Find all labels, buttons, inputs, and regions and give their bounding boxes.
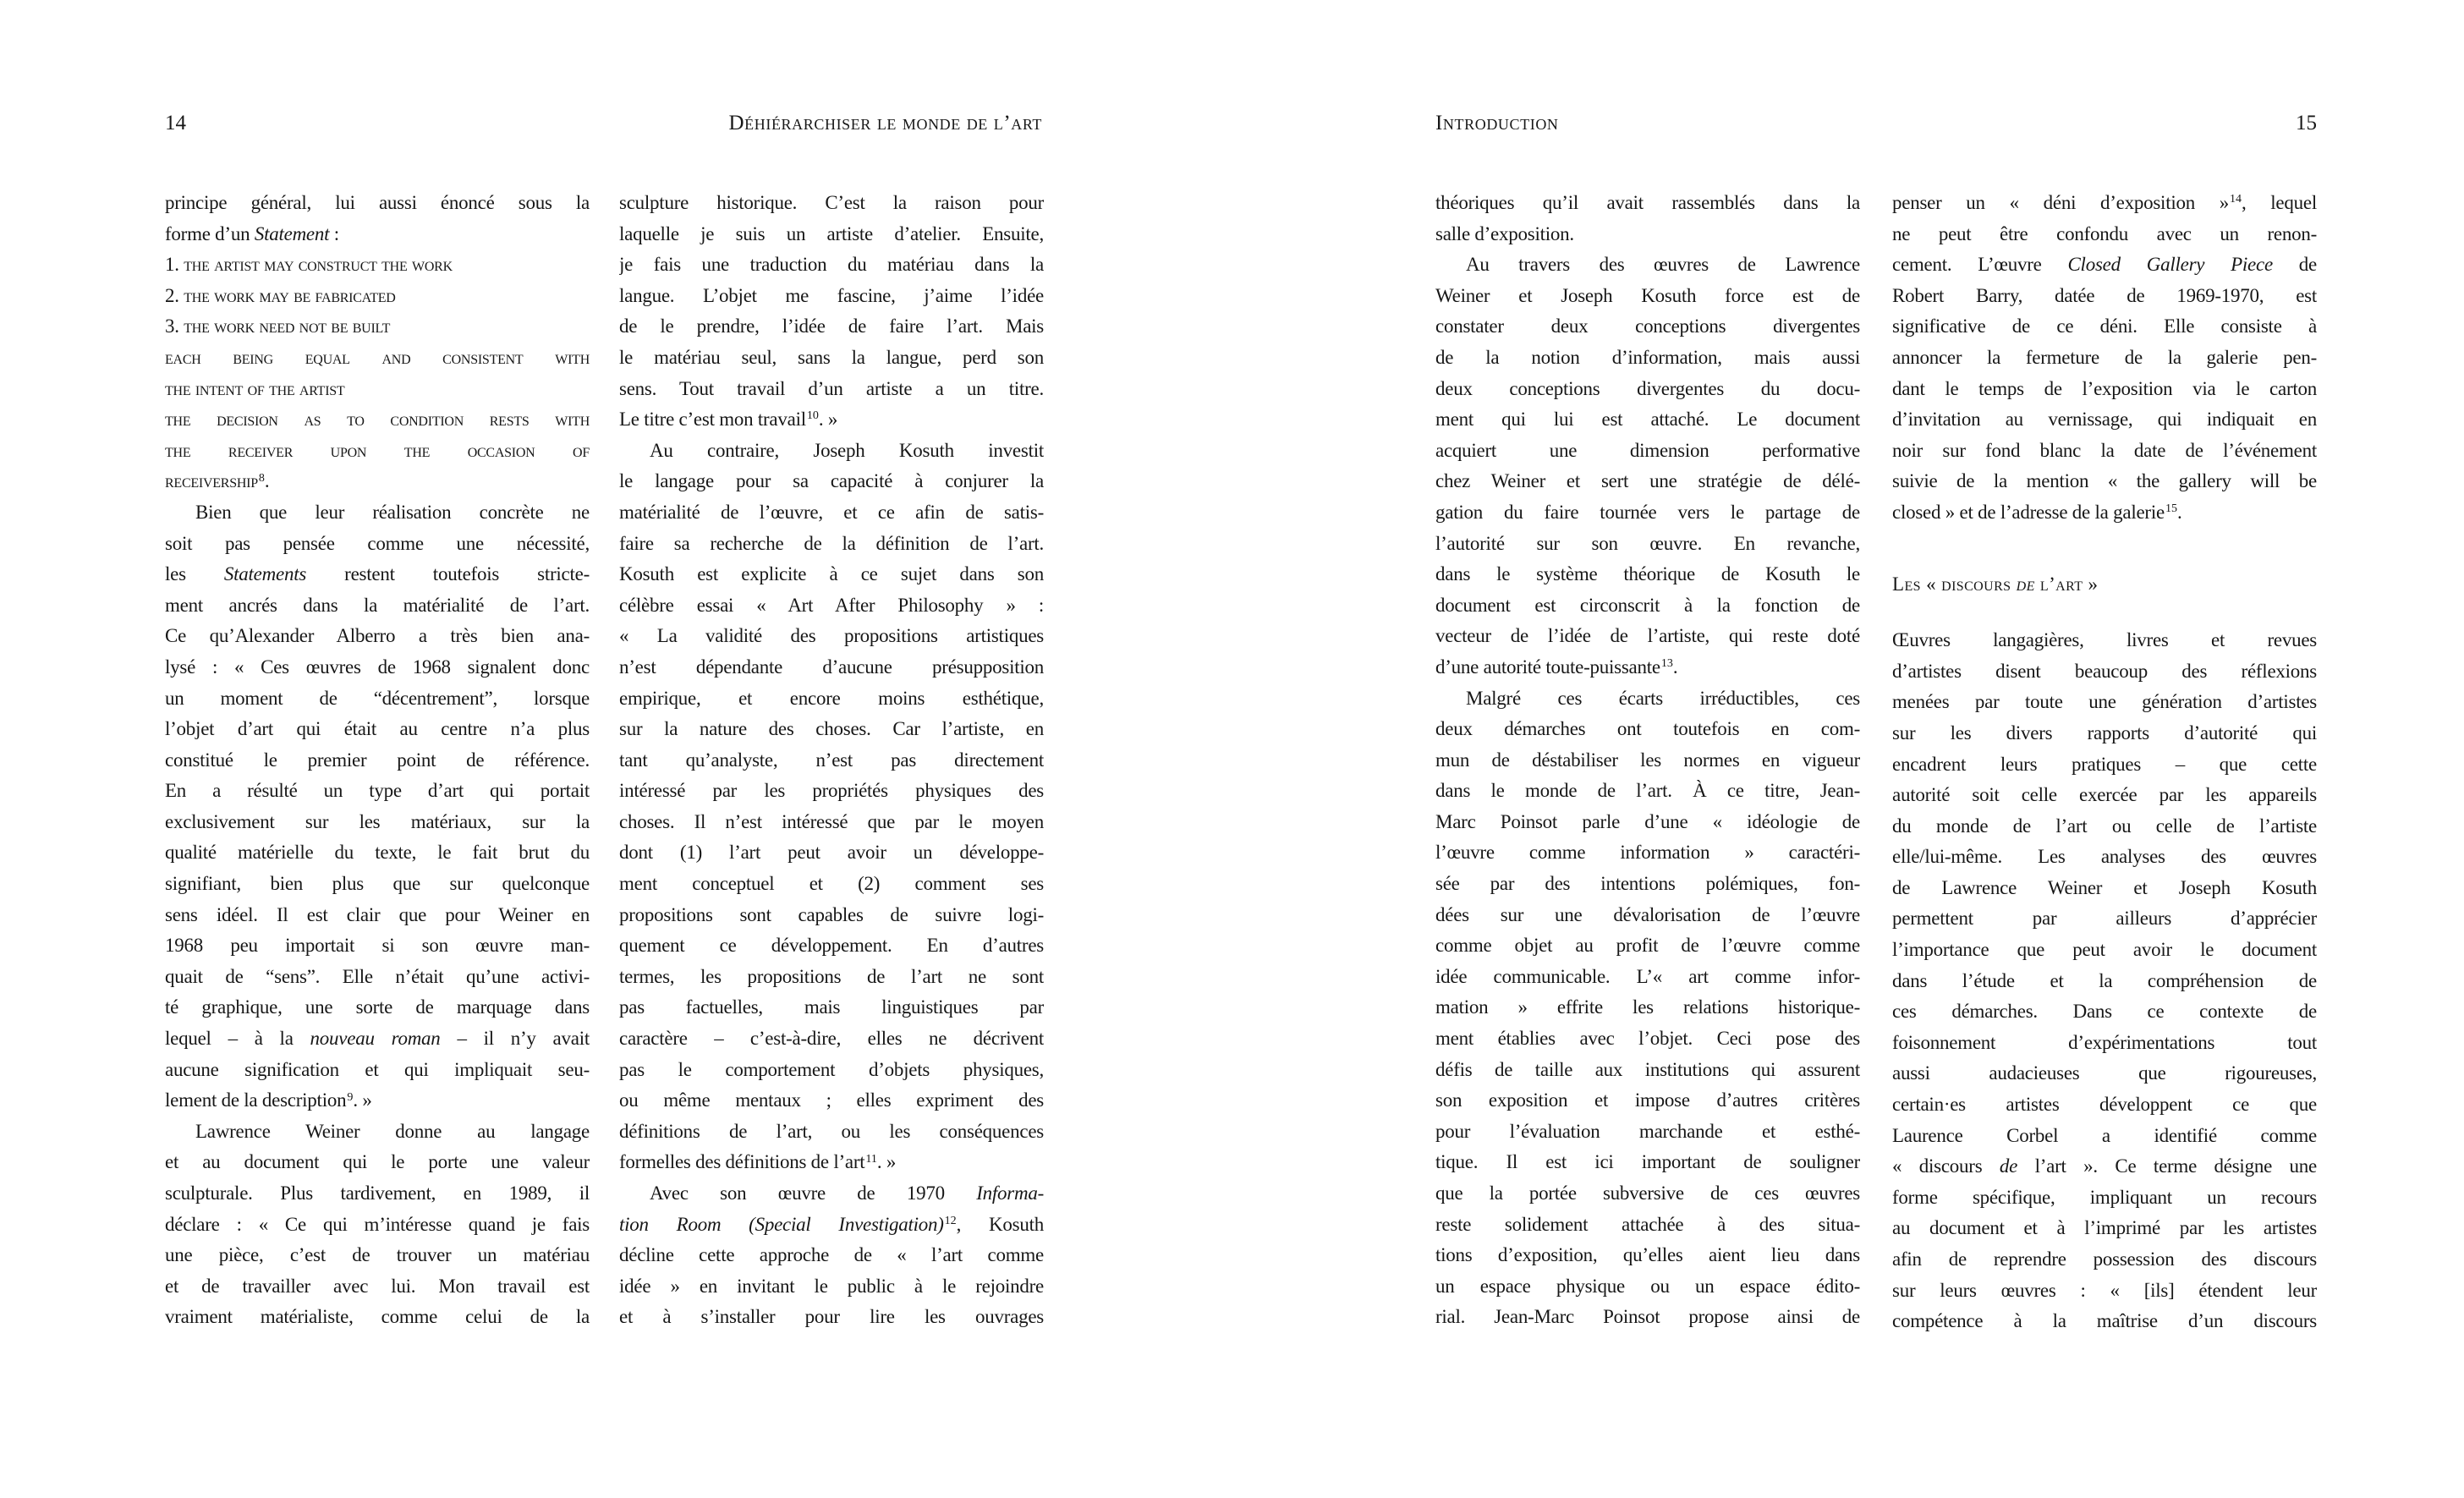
text-line: ne peut être confondu avec un renon-: [1892, 222, 2317, 244]
text-line: formelles des définitions de l’art$^{11}$. »: [619, 1151, 897, 1173]
text-line: un espace physique ou un espace édito-: [1435, 1275, 1860, 1297]
text-line: tique. Il est ici important de souligner: [1435, 1151, 1860, 1173]
left-page-column-1: [165, 188, 590, 1333]
text-line: pour l’évaluation marchande et esthé-: [1435, 1120, 1860, 1142]
text-line: aussi audacieuses que rigoureuses,: [1892, 1062, 2317, 1084]
text-line: son exposition et impose d’autres critères: [1435, 1089, 1860, 1111]
text-line: termes, les propositions de l’art ne sont: [619, 965, 1044, 987]
text-line: sur leurs œuvres : « [ils] étendent leur: [1892, 1279, 2317, 1301]
text-line: n’est dépendante d’aucune présupposition: [619, 656, 1044, 678]
text-line: foisonnement d’expérimentations tout: [1892, 1031, 2317, 1053]
text-line: Le titre c’est mon travail$^{10}$. »: [619, 409, 838, 431]
text-line: et de travailler avec lui. Mon travail est: [165, 1275, 590, 1297]
text-line: constater deux conceptions divergentes: [1435, 316, 1860, 337]
text-line: deux démarches ont toutefois en com-: [1435, 718, 1860, 740]
text-line: ment conceptuel et (2) comment ses: [619, 873, 1044, 895]
text-line: choses. Il n’est intéressé que par le moyen: [619, 810, 1044, 832]
italic-text: Statement: [254, 222, 330, 244]
text-line: lysé : « Ces œuvres de 1968 signalent donc: [165, 656, 590, 678]
page-number-right: 15: [2296, 112, 2317, 134]
text-line: faire sa recherche de la définition de l’art.: [619, 532, 1044, 554]
text-line: Laurence Corbel a identifié comme: [1892, 1124, 2317, 1146]
text-line: ces démarches. Dans ce contexte de: [1892, 1001, 2317, 1023]
right-page-column-1: [1435, 188, 1860, 1333]
text-line: Ce qu’Alexander Alberro a très bien ana-: [165, 625, 590, 647]
text-line: 1. the artist may construct the work: [165, 254, 453, 276]
italic-text: de: [1999, 1155, 2018, 1177]
text-line: tant qu’analyste, n’est pas directement: [619, 749, 1044, 771]
text-line: l’autorité sur son œuvre. En revanche,: [1435, 532, 1860, 554]
italic-text: nouveau roman: [310, 1028, 441, 1050]
text-line: dans le monde de l’art. À ce titre, Jean-: [1435, 780, 1860, 802]
text-line: et au document qui le porte une valeur: [165, 1151, 590, 1173]
text-line: sur les divers rapports d’autorité qui: [1892, 722, 2317, 744]
text-line: principe général, lui aussi énoncé sous la: [165, 192, 590, 213]
text-line: le langage pour sa capacité à conjurer la: [619, 470, 1044, 492]
text-line: the intent of the artist: [165, 377, 345, 399]
footnote-reference: 11: [865, 1151, 877, 1166]
text-line: idée communicable. L’« art comme infor-: [1435, 965, 1860, 987]
text-line: cement. L’œuvre Closed Gallery Piece de: [1892, 254, 2317, 276]
text-line: Au travers des œuvres de Lawrence: [1466, 254, 1860, 276]
text-line: autorité soit celle exercée par les appareils: [1892, 784, 2317, 806]
text-line: décline cette approche de « l’art comme: [619, 1244, 1044, 1266]
text-line: tions d’exposition, qu’elles aient lieu dans: [1435, 1244, 1860, 1266]
text-line: l’œuvre comme information » caractéri-: [1435, 842, 1860, 864]
text-line: idée » en invitant le public à le rejoindre: [619, 1275, 1044, 1297]
footnote-reference: 12: [944, 1213, 957, 1227]
text-line: soit pas pensée comme une nécessité,: [165, 532, 590, 554]
running-head-left: Déhiérarchiser le monde de l’art: [728, 112, 1042, 134]
text-line: En a résulté un type d’art qui portait: [165, 780, 590, 802]
text-line: ment ancrés dans la matérialité de l’art.: [165, 594, 590, 616]
text-line: aucune signification et qui impliquait seu-: [165, 1058, 590, 1080]
text-line: rial. Jean-Marc Poinsot propose ainsi de: [1435, 1306, 1860, 1328]
text-line: Bien que leur réalisation concrète ne: [195, 501, 590, 523]
text-line: gation du faire tournée vers le partage de: [1435, 501, 1860, 523]
text-line: sculpture historique. C’est la raison pour: [619, 192, 1044, 213]
text-line: menées par toute une génération d’artistes: [1892, 691, 2317, 713]
text-line: qualité matérielle du texte, le fait brut du: [165, 842, 590, 864]
text-line: de le prendre, l’idée de faire l’art. Mais: [619, 316, 1044, 337]
text-line: ment qui lui est attaché. Le document: [1435, 409, 1860, 431]
text-line: ment établies avec l’objet. Ceci pose des: [1435, 1028, 1860, 1050]
text-line: document est circonscrit à la fonction de: [1435, 594, 1860, 616]
text-line: each being equal and consistent with: [165, 346, 590, 368]
text-line: tion Room (Special Investigation)$^{12}$, Kosuth: [619, 1213, 1044, 1235]
text-line: vecteur de l’idée de l’artiste, qui reste doté: [1435, 625, 1860, 647]
text-line: ou même mentaux ; elles expriment des: [619, 1089, 1044, 1111]
text-line: encadrent leurs pratiques – que cette: [1892, 753, 2317, 775]
text-line: noir sur fond blanc la date de l’événement: [1892, 439, 2317, 461]
text-line: vraiment matérialiste, comme celui de la: [165, 1306, 590, 1328]
text-line: « La validité des propositions artistiques: [619, 625, 1044, 647]
text-line: Robert Barry, datée de 1969-1970, est: [1892, 284, 2317, 306]
text-line: receivership$^8$.: [165, 470, 270, 492]
text-line: l’objet d’art qui était au centre n’a plus: [165, 718, 590, 740]
text-line: Œuvres langagières, livres et revues: [1892, 629, 2317, 651]
section-heading: Les « discours de l’art »: [1892, 573, 2099, 595]
text-line: d’invitation au vernissage, qui indiquait en: [1892, 409, 2317, 431]
text-line: lement de la description$^9$. »: [165, 1089, 372, 1111]
footnote-reference: 15: [2165, 502, 2177, 516]
text-line: comme objet au profit de l’œuvre comme: [1435, 935, 1860, 957]
text-line: forme spécifique, impliquant un recours: [1892, 1186, 2317, 1208]
text-line: lequel – à la nouveau roman – il n’y avait: [165, 1028, 590, 1050]
text-line: constitué le premier point de référence.: [165, 749, 590, 771]
text-line: acquiert une dimension performative: [1435, 439, 1860, 461]
text-line: exclusivement sur les matériaux, sur la: [165, 810, 590, 832]
text-line: certain·es artistes développent ce que: [1892, 1094, 2317, 1116]
text-line: l’importance que peut avoir le document: [1892, 939, 2317, 961]
text-line: salle d’exposition.: [1435, 222, 1574, 244]
text-line: Lawrence Weiner donne au langage: [195, 1120, 590, 1142]
text-line: laquelle je suis un artiste d’atelier. Ensuite,: [619, 222, 1044, 244]
text-line: chez Weiner et sert une stratégie de délé-: [1435, 470, 1860, 492]
footnote-reference: 13: [1660, 656, 1673, 671]
text-line: et à s’installer pour lire les ouvrages: [619, 1306, 1044, 1328]
text-line: matérialité de l’œuvre, et ce afin de satis-: [619, 501, 1044, 523]
right-page-column-2: [1892, 188, 2317, 1337]
text-line: afin de reprendre possession des discours: [1892, 1248, 2317, 1270]
text-line: dant le temps de l’exposition via le carton: [1892, 377, 2317, 399]
text-line: « discours de l’art ». Ce terme désigne une: [1892, 1155, 2317, 1177]
text-line: de Lawrence Weiner et Joseph Kosuth: [1892, 876, 2317, 898]
text-line: pas factuelles, mais linguistiques par: [619, 996, 1044, 1018]
text-line: empirique, et encore moins esthétique,: [619, 687, 1044, 709]
text-line: d’une autorité toute-puissante$^{13}$.: [1435, 656, 1678, 678]
footnote-reference: 9: [347, 1089, 354, 1104]
text-line: 3. the work need not be built: [165, 316, 391, 337]
text-line: quement ce développement. En d’autres: [619, 935, 1044, 957]
text-line: de la notion d’information, mais aussi: [1435, 346, 1860, 368]
text-line: le matériau seul, sans la langue, perd son: [619, 346, 1044, 368]
text-line: d’artistes disent beaucoup des réflexions: [1892, 660, 2317, 682]
text-line: signifiant, bien plus que sur quelconque: [165, 873, 590, 895]
text-line: définitions de l’art, ou les conséquences: [619, 1120, 1044, 1142]
italic-text: Informa-: [976, 1182, 1044, 1204]
text-line: elle/lui-même. Les analyses des œuvres: [1892, 846, 2317, 868]
text-line: suivie de la mention « the gallery will be: [1892, 470, 2317, 492]
text-line: sens idéel. Il est clair que pour Weiner en: [165, 903, 590, 925]
text-line: dées sur une dévalorisation de l’œuvre: [1435, 903, 1860, 925]
text-line: compétence à la maîtrise d’un discours: [1892, 1310, 2317, 1332]
italic-text: tion Room (Special Investigation): [619, 1213, 944, 1235]
text-line: quait de “sens”. Elle n’était qu’une activi-: [165, 965, 590, 987]
text-line: pas le comportement d’objets physiques,: [619, 1058, 1044, 1080]
text-line: 2. the work may be fabricated: [165, 284, 396, 306]
text-line: significative de ce déni. Elle consiste à: [1892, 316, 2317, 337]
text-line: closed » et de l’adresse de la galerie$^{15}$.: [1892, 501, 2182, 523]
text-line: permettent par ailleurs d’apprécier: [1892, 908, 2317, 930]
text-line: sculpturale. Plus tardivement, en 1989, il: [165, 1182, 590, 1204]
text-line: dans l’étude et la compréhension de: [1892, 969, 2317, 991]
text-line: propositions sont capables de suivre logi-: [619, 903, 1044, 925]
text-line: intéressé par les propriétés physiques des: [619, 780, 1044, 802]
text-line: reste solidement attachée à des situa-: [1435, 1213, 1860, 1235]
text-line: au document et à l’imprimé par les artistes: [1892, 1217, 2317, 1239]
text-line: deux conceptions divergentes du docu-: [1435, 377, 1860, 399]
text-line: langue. L’objet me fascine, j’aime l’idée: [619, 284, 1044, 306]
text-line: sée par des intentions polémiques, fon-: [1435, 873, 1860, 895]
text-line: dont (1) l’art peut avoir un développe-: [619, 842, 1044, 864]
italic-text: Statements: [223, 563, 307, 585]
text-line: té graphique, une sorte de marquage dans: [165, 996, 590, 1018]
footnote-reference: 14: [2230, 192, 2242, 206]
text-line: sens. Tout travail d’un artiste a un titre.: [619, 377, 1044, 399]
text-line: Malgré ces écarts irréductibles, ces: [1466, 687, 1860, 709]
text-line: les Statements restent toutefois stricte-: [165, 563, 590, 585]
text-line: annoncer la fermeture de la galerie pen-: [1892, 346, 2317, 368]
text-line: célèbre essai « Art After Philosophy » :: [619, 594, 1044, 616]
text-line: Weiner et Joseph Kosuth force est de: [1435, 284, 1860, 306]
text-line: the receiver upon the occasion of: [165, 439, 590, 461]
text-line: Au contraire, Joseph Kosuth investit: [650, 439, 1044, 461]
left-page-column-2: [619, 188, 1044, 1333]
text-line: dans le système théorique de Kosuth le: [1435, 563, 1860, 585]
text-line: the decision as to condition rests with: [165, 409, 590, 431]
text-line: penser un « déni d’exposition »$^{14}$, lequel: [1892, 192, 2317, 213]
text-line: une pièce, c’est de trouver un matériau: [165, 1244, 590, 1266]
italic-text: Closed Gallery Piece: [2067, 254, 2273, 276]
text-line: sur la nature des choses. Car l’artiste, en: [619, 718, 1044, 740]
text-line: mun de déstabiliser les normes en vigueur: [1435, 749, 1860, 771]
text-line: déclare : « Ce qui m’intéresse quand je fais: [165, 1213, 590, 1235]
text-line: un moment de “décentrement”, lorsque: [165, 687, 590, 709]
text-line: 1968 peu importait si son œuvre man-: [165, 935, 590, 957]
italic-text: de: [2016, 573, 2035, 595]
text-line: théoriques qu’il avait rassemblés dans la: [1435, 192, 1860, 213]
footnote-reference: 8: [258, 470, 265, 485]
text-line: que la portée subversive de ces œuvres: [1435, 1182, 1860, 1204]
footnote-reference: 10: [806, 409, 819, 423]
text-line: du monde de l’art ou celle de l’artiste: [1892, 815, 2317, 837]
running-head-right: Introduction: [1435, 112, 1559, 134]
text-line: défis de taille aux institutions qui assurent: [1435, 1058, 1860, 1080]
text-line: Kosuth est explicite à ce sujet dans son: [619, 563, 1044, 585]
text-line: caractère – c’est-à-dire, elles ne décrivent: [619, 1028, 1044, 1050]
text-line: je fais une traduction du matériau dans la: [619, 254, 1044, 276]
text-line: Marc Poinsot parle d’une « idéologie de: [1435, 810, 1860, 832]
text-line: Avec son œuvre de 1970 Informa-: [650, 1182, 1044, 1204]
text-line: mation » effrite les relations historique-: [1435, 996, 1860, 1018]
page-number-left: 14: [165, 112, 186, 134]
text-line: forme d’un Statement :: [165, 222, 339, 244]
